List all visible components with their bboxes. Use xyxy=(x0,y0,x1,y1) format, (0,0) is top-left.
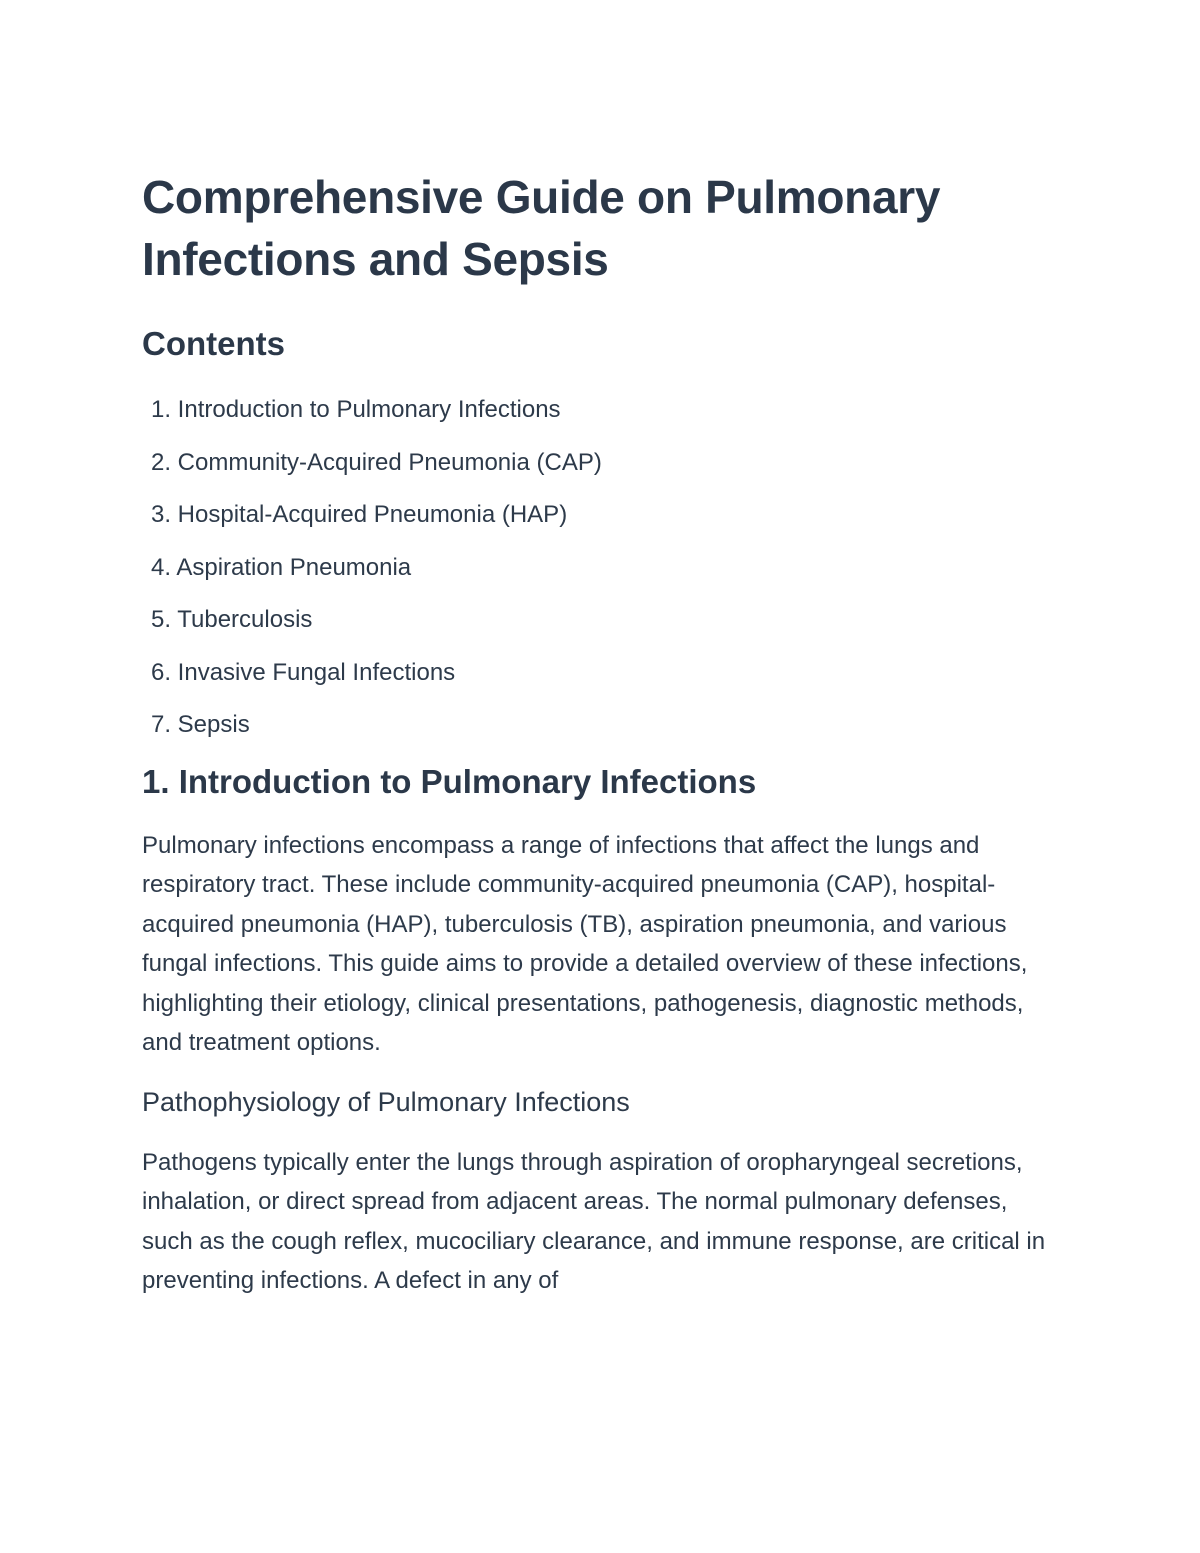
toc-item[interactable] xyxy=(142,602,1047,638)
toc-item-number: 7. xyxy=(150,711,171,738)
toc-item-number: 4. xyxy=(150,553,171,581)
toc-item[interactable] xyxy=(142,497,1047,533)
toc-item[interactable] xyxy=(142,392,1047,428)
toc-item-number: 1. xyxy=(150,396,171,423)
toc-item[interactable] xyxy=(142,445,1047,481)
toc-item-number: 2. xyxy=(150,448,171,476)
toc-item-label: Hospital-Acquired Pneumonia (HAP) xyxy=(177,501,568,528)
contents-heading: Contents xyxy=(142,325,285,362)
toc-item[interactable] xyxy=(142,707,1047,743)
toc-item-label: Invasive Fungal Infections xyxy=(177,658,456,686)
toc-item[interactable] xyxy=(142,655,1047,691)
toc-item-label: Community-Acquired Pneumonia (CAP) xyxy=(177,448,602,476)
toc-item-label: Tuberculosis xyxy=(177,606,313,633)
document-title: Comprehensive Guide on Pulmonary Infections and Sepsis xyxy=(142,171,941,285)
section-heading-introduction: 1. Introduction to Pulmonary Infections xyxy=(142,762,757,800)
toc-item-label: Sepsis xyxy=(177,711,250,738)
pathophysiology-paragraph: Pathogens typically enter the lungs through aspiration of oropharyngeal secretions, inhalation, or direct spread from adjacent areas. The normal pulmonary defenses, such as the cough reflex, mucociliary clearance, and immune response, are critical in preventing infections. A defect in any of xyxy=(142,1148,1046,1294)
toc-item-number: 5. xyxy=(150,606,171,633)
toc-item-label: Introduction to Pulmonary Infections xyxy=(177,396,561,423)
toc-item[interactable] xyxy=(142,550,1047,586)
toc-item-number: 6. xyxy=(150,658,171,686)
table-of-contents xyxy=(142,392,1047,743)
document-page xyxy=(142,166,1047,1301)
intro-paragraph: Pulmonary infections encompass a range of infections that affect the lungs and respiratory tract. These include community-acquired pneumonia (CAP), hospital-acquired pneumonia (HAP), tuberculosis (TB), aspiration pneumonia, and various fungal infections. This guide aims to provide a detailed overview of these infections, highlighting their etiology, clinical presentations, pathogenesis, diagnostic methods, and treatment options. xyxy=(142,831,1028,1056)
toc-item-label: Aspiration Pneumonia xyxy=(176,553,412,581)
subheading-pathophysiology: Pathophysiology of Pulmonary Infections xyxy=(142,1086,630,1117)
toc-item-number: 3. xyxy=(150,501,171,528)
